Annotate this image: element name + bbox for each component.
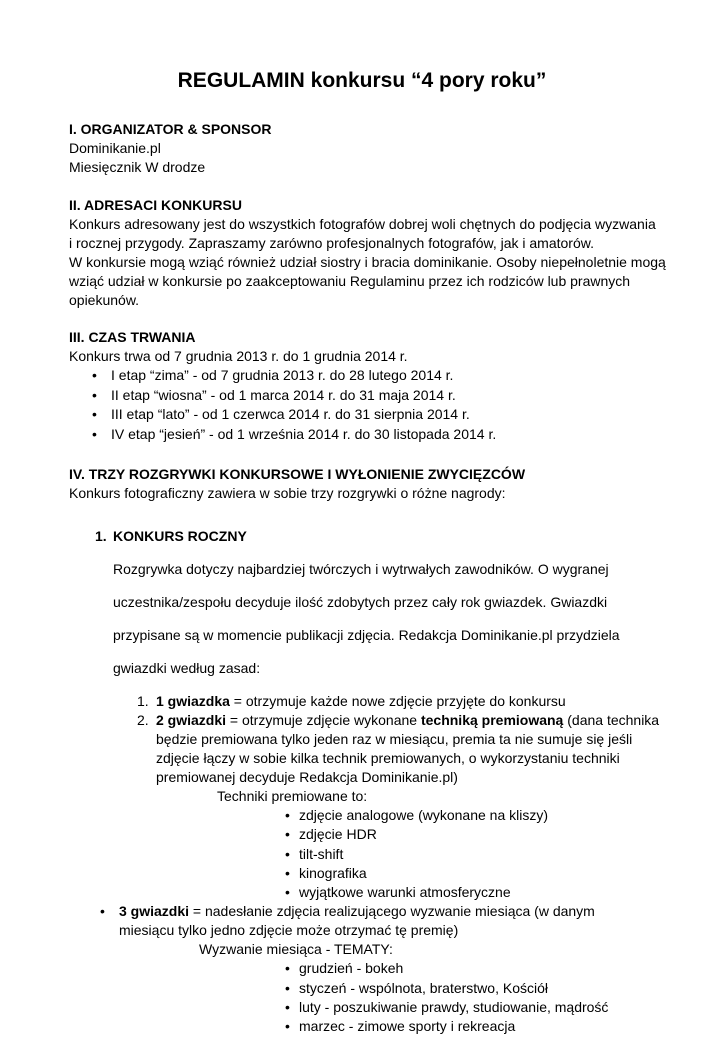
section-organizer: [69, 120, 669, 177]
rule-three-stars: [77, 902, 639, 940]
text-line: przypisane są w momencie publikacji zdjęcia. Redakcja Dominikanie.pl przydziela: [113, 627, 620, 643]
rule-bold: 2 gwiazdki: [156, 712, 227, 728]
rule-text: będzie premiowana tylko jeden raz w miesiącu, premia ta nie sumuje się jeśli: [156, 731, 633, 747]
annual-contest: [95, 527, 675, 1037]
list-item: • zdjęcie HDR: [285, 825, 675, 844]
rule-number: 2.: [137, 712, 149, 728]
subsection-title: [95, 527, 675, 546]
rule-text: = otrzymuje każde nowe zdjęcie przyjęte do konkursu: [229, 693, 566, 709]
text-line: gwiazdki według zasad:: [113, 660, 261, 676]
subsection-number: 1.: [95, 528, 107, 544]
topics-list: [95, 959, 675, 1036]
rule-two-stars: [137, 711, 661, 787]
list-item: • kinografika: [285, 864, 675, 883]
text-line: Konkurs fotograficzny zawiera w sobie trzy rozgrywki o różne nagrody:: [69, 485, 506, 501]
rule-bold: 1 gwiazdka: [156, 693, 230, 709]
subsection-body: [113, 560, 661, 806]
text-line: W konkursie mogą wziąć również udział siostry i bracia dominikanie. Osoby niepełnoletnie mogą: [69, 254, 666, 270]
list-item: • II etap “wiosna” - od 1 marca 2014 r. do 31 maja 2014 r.: [69, 386, 669, 406]
text-line: wziąć udział w konkursie po zaakceptowaniu Regulaminu przez ich rodziców lub prawnych: [69, 273, 631, 289]
rule-number: 1.: [137, 693, 149, 709]
section-competitions: [69, 465, 669, 503]
techniques-list: [95, 806, 675, 902]
rule-text: premiowanej decyduje Redakcja Dominikanie.pl): [156, 769, 458, 785]
list-item: • I etap “zima” - od 7 grudnia 2013 r. do 28 lutego 2014 r.: [69, 366, 669, 386]
text-line: Konkurs adresowany jest do wszystkich fotografów dobrej woli chętnych do podjęcia wyzwania: [69, 216, 656, 232]
list-item: • marzec - zimowe sporty i rekreacja: [285, 1017, 675, 1036]
text-line: i rocznej przygody. Zapraszamy zarówno profesjonalnych fotografów, jak i amatorów.: [69, 235, 594, 251]
list-item: • luty - poszukiwanie prawdy, studiowanie, mądrość: [285, 998, 675, 1017]
section-duration: [69, 328, 669, 444]
rule-text: = otrzymuje zdjęcie wykonane: [226, 712, 421, 728]
text-line: uczestnika/zespołu decyduje ilość zdobytych przez cały rok gwiazdek. Gwiazdki: [113, 594, 608, 610]
star-rules: [137, 692, 661, 787]
list-item: • wyjątkowe warunki atmosferyczne: [285, 883, 675, 902]
techniques-label: Techniki premiowane to:: [217, 788, 368, 804]
document-title: REGULAMIN konkursu “4 pory roku”: [177, 69, 547, 92]
list-item: • styczeń - wspólnota, braterstwo, Kościół: [285, 979, 675, 998]
text-line: Konkurs trwa od 7 grudnia 2013 r. do 1 grudnia 2014 r.: [69, 348, 408, 364]
section-heading: IV. TRZY ROZGRYWKI KONKURSOWE I WYŁONIENIE ZWYCIĘZCÓW: [69, 466, 526, 482]
rule-bold: 3 gwiazdki: [119, 903, 190, 920]
rule-bold-technique: techniką premiowaną: [420, 712, 564, 728]
list-item: • grudzień - bokeh: [285, 959, 675, 978]
stage-list: [69, 366, 669, 444]
list-item: • zdjęcie analogowe (wykonane na kliszy): [285, 806, 675, 825]
text-line: opiekunów.: [69, 292, 140, 308]
rule-text: miesiącu tylko jedno zdjęcie może otrzymać tę premię): [119, 922, 459, 939]
text-line: Dominikanie.pl: [69, 140, 161, 156]
text-line: Miesięcznik W drodze: [69, 159, 206, 175]
text-line: Rozgrywka dotyczy najbardziej twórczych i wytrwałych zawodników. O wygranej: [113, 561, 609, 577]
section-heading: III. CZAS TRWANIA: [69, 329, 196, 345]
topics-label: Wyzwanie miesiąca - TEMATY:: [199, 941, 393, 958]
section-heading: II. ADRESACI KONKURSU: [69, 197, 242, 213]
rule-text: (dana technika: [563, 712, 660, 728]
section-recipients: [69, 196, 669, 310]
section-heading: I. ORGANIZATOR & SPONSOR: [69, 121, 272, 137]
list-item: • III etap “lato” - od 1 czerwca 2014 r. do 31 sierpnia 2014 r.: [69, 405, 669, 425]
subsection-title-text: KONKURS ROCZNY: [113, 528, 247, 544]
rule-one-star: [137, 692, 661, 711]
list-item: • tilt-shift: [285, 845, 675, 864]
rule-text: zdjęcie łączy w sobie kilka technik premiowanych, o wykorzystaniu techniki: [156, 750, 620, 766]
rule-text: = nadesłanie zdjęcia realizującego wyzwanie miesiąca (w danym: [189, 903, 595, 920]
list-item: • IV etap “jesień” - od 1 września 2014 r. do 30 listopada 2014 r.: [69, 425, 669, 445]
